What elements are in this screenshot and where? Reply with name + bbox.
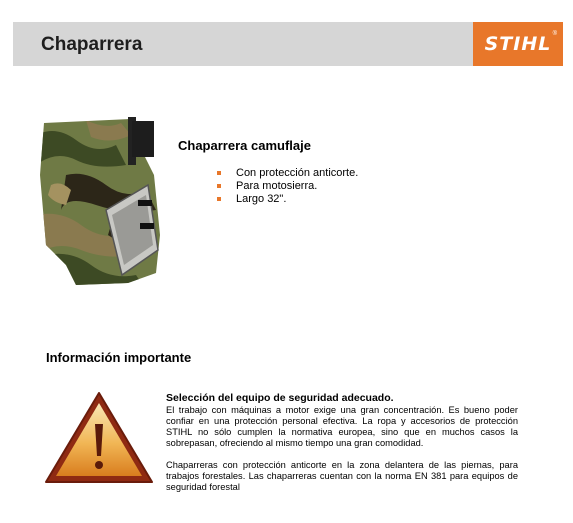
bullet-icon	[217, 171, 221, 175]
product-title: Chaparrera camuflaje	[178, 138, 311, 153]
bullet-icon	[217, 184, 221, 188]
info-paragraph: Chaparreras con protección anticorte en la zona delantera de las piernas, para trabajos forestales. Las chaparreras cuentan con la norma EN 381 para equipos de seguridad forestal	[166, 460, 518, 492]
list-item	[217, 193, 358, 206]
bullet-icon	[217, 197, 221, 201]
feature-text: Largo 32".	[236, 193, 287, 205]
warning-icon	[44, 390, 154, 485]
registered-mark: ®	[552, 31, 557, 37]
feature-text: Para motosierra.	[236, 180, 318, 192]
feature-text: Con protección anticorte.	[236, 167, 359, 179]
info-block	[166, 392, 518, 493]
feature-list	[217, 167, 358, 206]
info-paragraph: El trabajo con máquinas a motor exige una gran concentración. Es bueno poder confiar en una protección personal efectiva. La ropa y accesorios de protección STIHL no sólo cumplen la normativa europea, sino que en muchos casos la sobrepasan, ofreciendo al mismo tiempo una gran comodidad.	[166, 405, 518, 448]
camouflage-chaps-image	[36, 115, 164, 287]
list-item	[217, 167, 358, 180]
section-title: Información importante	[46, 350, 192, 365]
page-title: Chaparrera	[41, 34, 143, 55]
stihl-logo	[473, 22, 563, 66]
info-heading: Selección del equipo de seguridad adecuado.	[166, 392, 394, 404]
page-header	[13, 22, 563, 66]
stihl-logo-text: STIHL	[484, 33, 552, 55]
list-item	[217, 180, 358, 193]
